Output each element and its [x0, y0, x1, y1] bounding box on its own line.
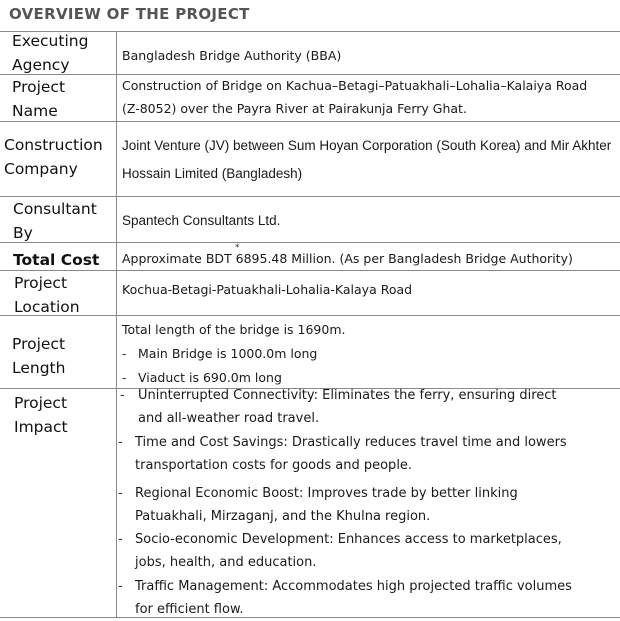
bullet-dash: -: [122, 370, 127, 385]
label-construction-company: Construction Company: [4, 136, 103, 178]
label-executing-agency: Executing Agency: [12, 32, 89, 74]
label-project-impact: Project Impact: [14, 394, 68, 436]
value-total-cost: Approximate BDT 6895.48 Million. (As per Bangladesh Bridge Authority): [122, 251, 573, 266]
bullet-dash: -: [118, 579, 123, 594]
impact-item: - Traffic Management: Accommodates high projected traffic volumes for efficient flow.: [118, 575, 572, 621]
impact-item: - Regional Economic Boost: Improves trade by better linking Patuakhali, Mirzaganj, and the Khulna region.: [118, 482, 518, 528]
value-project-name: Construction of Bridge on Kachua–Betagi–Patuakhali–Lohalia–Kalaiya Road (Z-8052) over the Payra River at Pairakunja Ferry Ghat.: [122, 78, 588, 116]
impact-item: - Socio-economic Development: Enhances access to marketplaces, jobs, health, and education.: [118, 528, 562, 574]
bullet-dash: -: [120, 388, 125, 403]
label-total-cost: Total Cost: [13, 251, 100, 269]
bullet-dash: -: [118, 532, 123, 547]
label-project-location: Project Location: [14, 274, 80, 316]
label-consultant-by: Consultant By: [13, 200, 97, 242]
value-executing-agency: Bangladesh Bridge Authority (BBA): [122, 48, 342, 63]
divider: [0, 315, 620, 316]
value-project-length: [122, 318, 346, 390]
footnote-mark: *: [235, 243, 240, 253]
label-project-length: Project Length: [12, 335, 66, 377]
value-consultant-by: Spantech Consultants Ltd.: [122, 213, 281, 228]
bullet-dash: -: [122, 346, 127, 361]
list-item: - Main Bridge is 1000.0m long: [122, 342, 346, 366]
value-construction-company: Joint Venture (JV) between Sum Hoyan Corporation (South Korea) and Mir Akhter Hossain Limited (Bangladesh): [122, 138, 612, 181]
list-item: - Viaduct is 690.0m long: [122, 366, 346, 390]
value-project-location: Kochua-Betagi-Patuakhali-Lohalia-Kalaya Road: [122, 282, 413, 297]
bullet-dash: -: [118, 486, 123, 501]
bullet-dash: -: [118, 435, 123, 450]
label-project-name: Project Name: [12, 78, 66, 120]
divider: [0, 121, 620, 122]
divider: [0, 31, 620, 32]
length-intro: Total length of the bridge is 1690m.: [122, 322, 346, 337]
column-divider: [116, 31, 117, 618]
section-heading: OVERVIEW OF THE PROJECT: [9, 5, 250, 23]
project-overview-table: [0, 31, 620, 618]
impact-item: - Time and Cost Savings: Drastically reduces travel time and lowers transportation costs for goods and people.: [118, 431, 567, 477]
impact-item: - Uninterrupted Connectivity: Eliminates the ferry, ensuring direct and all-weather road travel.: [120, 384, 557, 430]
